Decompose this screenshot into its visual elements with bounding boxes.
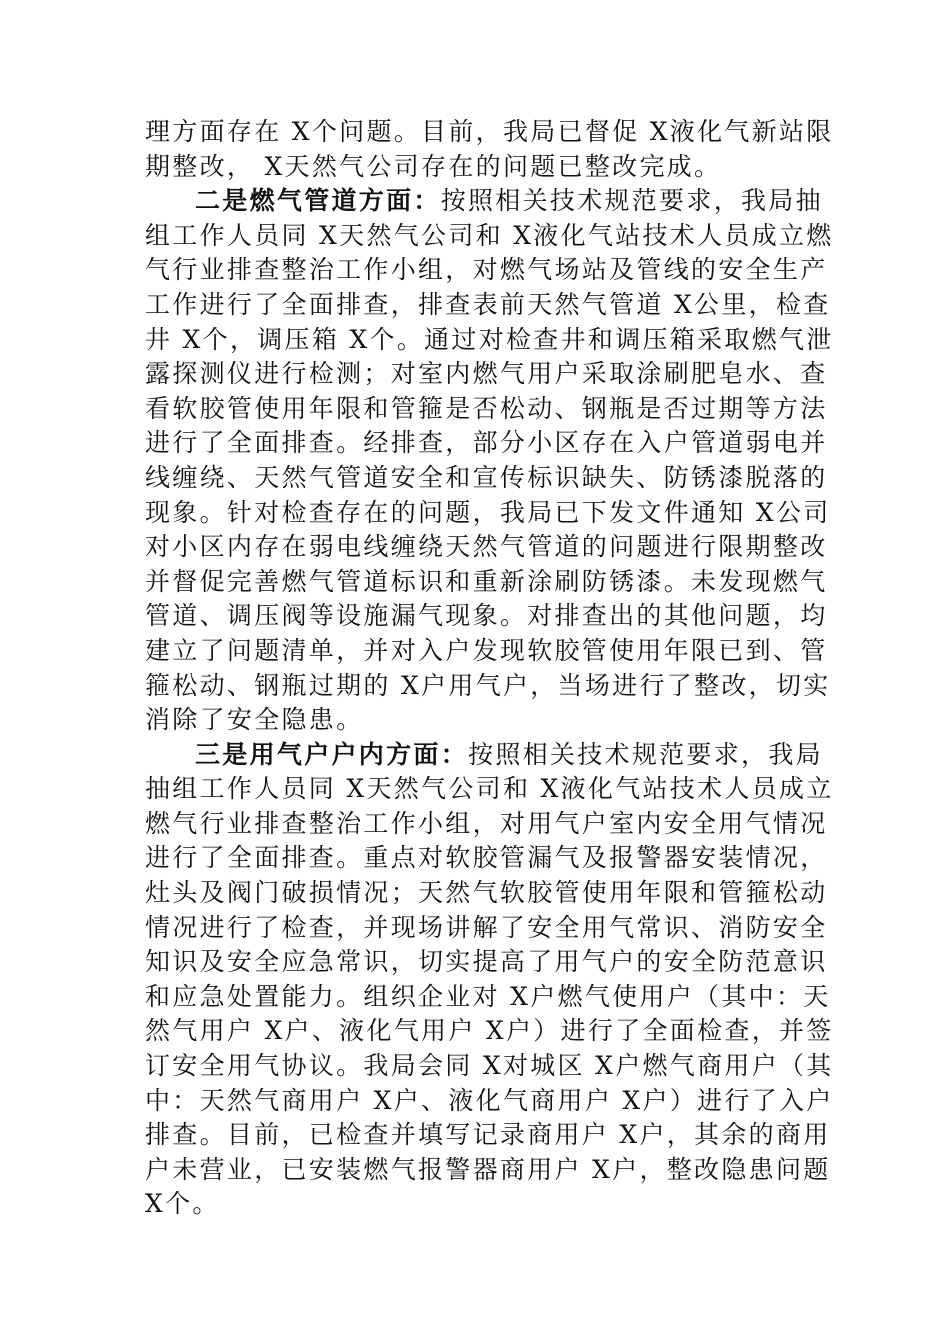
- paragraph-first-line: [145, 738, 823, 773]
- paragraph-line: 建立了问题清单，并对入户发现软胶管使用年限已到、管: [145, 635, 828, 665]
- paragraph-line: 知识及安全应急常识，切实提高了用气户的安全防范意识: [145, 947, 828, 977]
- paragraph-line: 露探测仪进行检测；对室内燃气用户采取涂刷肥皂水、查: [145, 359, 828, 389]
- paragraph-line: 并督促完善燃气管道标识和重新涂刷防锈漆。未发现燃气: [145, 566, 828, 596]
- paragraph-2: [145, 184, 834, 738]
- paragraph-line-text: 按照相关技术规范要求，我局抽: [440, 186, 823, 216]
- paragraph-1: [145, 115, 834, 184]
- paragraph-3: [145, 738, 834, 1222]
- paragraph-line: 灶头及阀门破损情况；天然气软胶管使用年限和管箍松动: [145, 878, 828, 908]
- paragraph-line: 情况进行了检查，并现场讲解了安全用气常识、消防安全: [145, 912, 828, 942]
- paragraph-first-line: [145, 184, 823, 219]
- paragraph-line: 进行了全面排查。重点对软胶管漏气及报警器安装情况，: [145, 843, 828, 873]
- paragraph-line: 管道、调压阀等设施漏气现象。对排查出的其他问题，均: [145, 601, 828, 631]
- paragraph-heading: 二是燃气管道方面：: [195, 186, 441, 216]
- paragraph-line: 排查。目前，已检查并填写记录商用户 X户，其余的商用: [145, 1120, 831, 1150]
- paragraph-line: 线缠绕、天然气管道安全和宣传标识缺失、防锈漆脱落的: [145, 462, 828, 492]
- paragraph-line: 理方面存在 X个问题。目前，我局已督促 X液化气新站限: [145, 117, 834, 146]
- paragraph-line: 消除了安全隐患。: [145, 705, 364, 735]
- paragraph-heading: 三是用气户户内方面：: [195, 739, 469, 769]
- paragraph-line: 期整改， X天然气公司存在的问题已整改完成。: [145, 151, 722, 181]
- paragraph-line: 井 X个，调压箱 X个。通过对检查井和调压箱采取燃气泄: [145, 324, 834, 354]
- document-body: [145, 115, 834, 1222]
- paragraph-line: 进行了全面排查。经排查，部分小区存在入户管道弱电并: [145, 428, 828, 458]
- paragraph-line: 中：天然气商用户 X户、液化气商用户 X户）进行了入户: [145, 1085, 834, 1115]
- paragraph-line: 组工作人员同 X天然气公司和 X液化气站技术人员成立燃: [145, 220, 834, 250]
- paragraph-line: 工作进行了全面排查，排查表前天然气管道 X公里，检查: [145, 289, 831, 319]
- paragraph-line: 箍松动、钢瓶过期的 X户用气户，当场进行了整改，切实: [145, 670, 831, 700]
- paragraph-line: 看软胶管使用年限和管箍是否松动、钢瓶是否过期等方法: [145, 393, 828, 423]
- paragraph-line: 现象。针对检查存在的问题，我局已下发文件通知 X公司: [145, 497, 831, 527]
- paragraph-line: 气行业排查整治工作小组，对燃气场站及管线的安全生产: [145, 255, 828, 285]
- paragraph-line: 燃气行业排查整治工作小组，对用气户室内安全用气情况: [145, 808, 828, 838]
- paragraph-line: 订安全用气协议。我局会同 X对城区 X户燃气商用户（其: [145, 1051, 834, 1081]
- paragraph-line: 抽组工作人员同 X天然气公司和 X液化气站技术人员成立: [145, 774, 834, 804]
- paragraph-line: 对小区内存在弱电线缠绕天然气管道的问题进行限期整改: [145, 532, 828, 562]
- paragraph-line: 户未营业，已安装燃气报警器商用户 X户，整改隐患问题: [145, 1154, 831, 1184]
- paragraph-line-text: 按照相关技术规范要求，我局: [468, 739, 823, 769]
- paragraph-line: 和应急处置能力。组织企业对 X户燃气使用户（其中：天: [145, 981, 831, 1011]
- paragraph-line: 然气用户 X户、液化气用户 X户）进行了全面检查，并签: [145, 1016, 834, 1046]
- paragraph-line: X个。: [145, 1189, 220, 1219]
